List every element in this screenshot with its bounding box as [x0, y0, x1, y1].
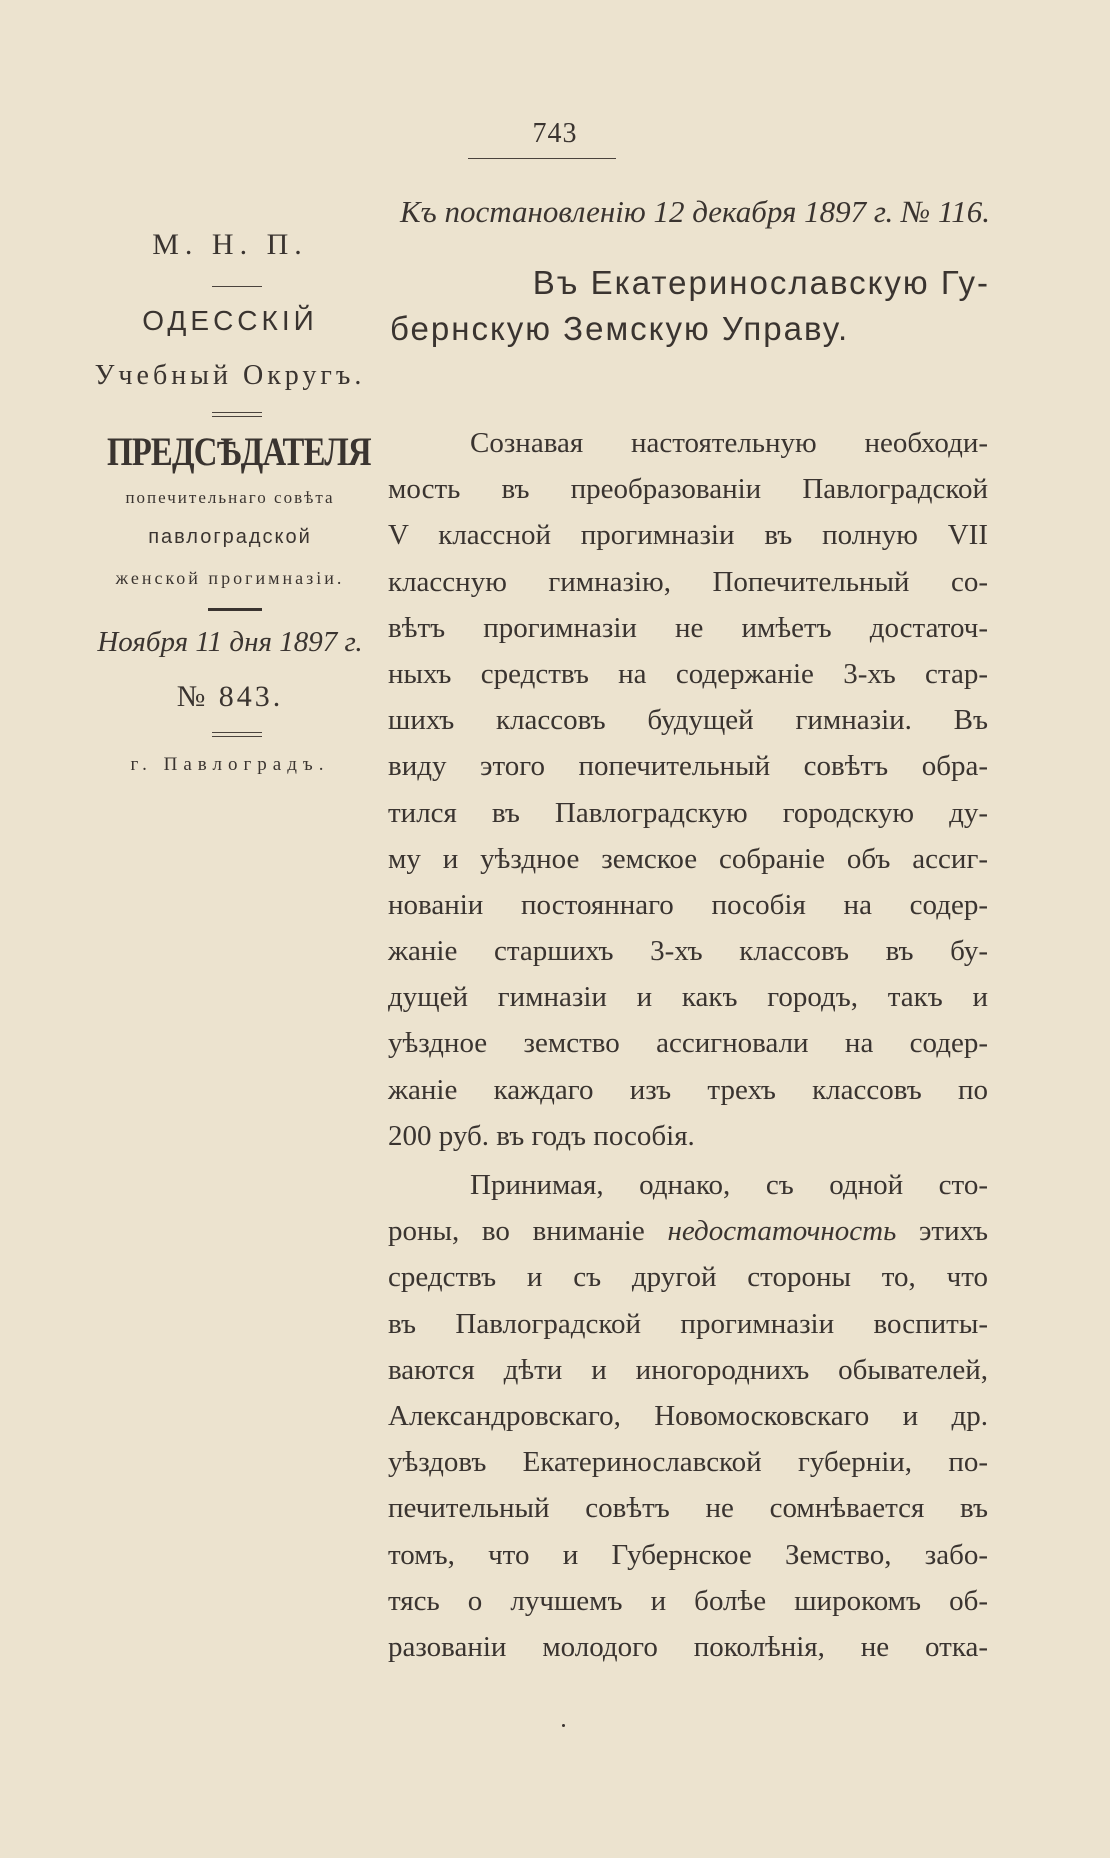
text-line: уѣздовъ Екатеринославской губерніи, по- [388, 1446, 988, 1479]
text-line: ваются дѣти и иногороднихъ обывателей, [388, 1353, 988, 1386]
text-line: уѣздное земство ассигновали на содер- [388, 1027, 988, 1060]
letter-place: г. Павлоградъ. [130, 754, 330, 775]
text-line: шихъ классовъ будущей гимназіи. Въ [388, 704, 988, 737]
text-run: этихъ [896, 1215, 988, 1248]
divider-dash [212, 286, 262, 287]
text-line: Александровскаго, Новомосковскаго и др. [388, 1399, 988, 1432]
text-line: мость въ преобразованіи Павлоградской [388, 473, 988, 506]
text-line: V классной прогимназіи въ полную VII [388, 519, 988, 552]
council-label: попечительнаго совѣта [125, 488, 335, 507]
text-line: жаніе каждаго изъ трехъ классовъ по [388, 1073, 988, 1106]
text-line: жаніе старшихъ 3-хъ классовъ въ бу- [388, 935, 988, 968]
text-line [388, 1208, 988, 1254]
page-number: 743 [532, 118, 578, 149]
double-rule [212, 412, 262, 417]
resolution-reference: Къ постановленію 12 декабря 1897 г. № 116. [400, 194, 990, 229]
district-label: Учебный Округъ. [94, 360, 366, 391]
text-line: тился въ Павлоградскую городскую ду- [388, 796, 988, 829]
text-line: нованіи постояннаго пособія на содер- [388, 888, 988, 921]
text-line: дущей гимназіи и какъ городъ, такъ и [388, 981, 988, 1014]
text-line: Сознавая настоятельную необходи- [470, 427, 988, 459]
text-line: виду этого попечительный совѣтъ обра- [388, 750, 988, 783]
text-line: разованіи молодого поколѣнія, не отка- [388, 1630, 988, 1663]
letter-number: № 843. [176, 680, 284, 713]
addressee-line-1: Въ Екатеринославскую Гу- [532, 264, 990, 301]
chairman-title: ПРЕДСѢДАТЕЛЯ [107, 429, 371, 474]
letter-date: Ноября 11 дня 1897 г. [97, 626, 363, 658]
double-rule [212, 732, 262, 737]
text-line: въ Павлоградской прогимназіи воспиты- [388, 1307, 988, 1340]
school-label: женской прогимназіи. [115, 568, 345, 588]
text-line: вѣтъ прогимназіи не имѣетъ достаточ- [388, 611, 988, 644]
text-line: му и уѣздное земское собраніе объ ассиг- [388, 842, 988, 875]
text-line: томъ, что и Губернское Земство, забо- [388, 1538, 988, 1571]
thick-rule [208, 608, 262, 611]
text-line: тясь о лучшемъ и болѣе широкомъ об- [388, 1584, 988, 1617]
paragraph-2 [388, 1162, 988, 1670]
page-number-rule [468, 158, 616, 159]
text-line: Принимая, однако, съ одной сто- [470, 1169, 988, 1201]
text-line: классную гимназію, Попечительный со- [388, 565, 988, 598]
city-adjective: павлоградской [148, 526, 312, 548]
addressee-line-2: бернскую Земскую Управу. [390, 310, 850, 347]
emphasized-word: недостаточность [667, 1215, 897, 1248]
text-line: печительный совѣтъ не сомнѣвается въ [388, 1492, 988, 1525]
text-line: средствъ и съ другой стороны то, что [388, 1261, 988, 1294]
text-line: ныхъ средствъ на содержаніе 3-хъ стар- [388, 657, 988, 690]
district-name: ОДЕССКІЙ [142, 305, 318, 336]
paragraph-1 [388, 420, 988, 1159]
text-line: 200 руб. въ годъ пособія. [388, 1119, 695, 1152]
text-run: роны, во вниманіе [388, 1215, 668, 1248]
ministry-abbreviation: М. Н. П. [152, 228, 308, 261]
ink-speck [562, 1724, 565, 1727]
